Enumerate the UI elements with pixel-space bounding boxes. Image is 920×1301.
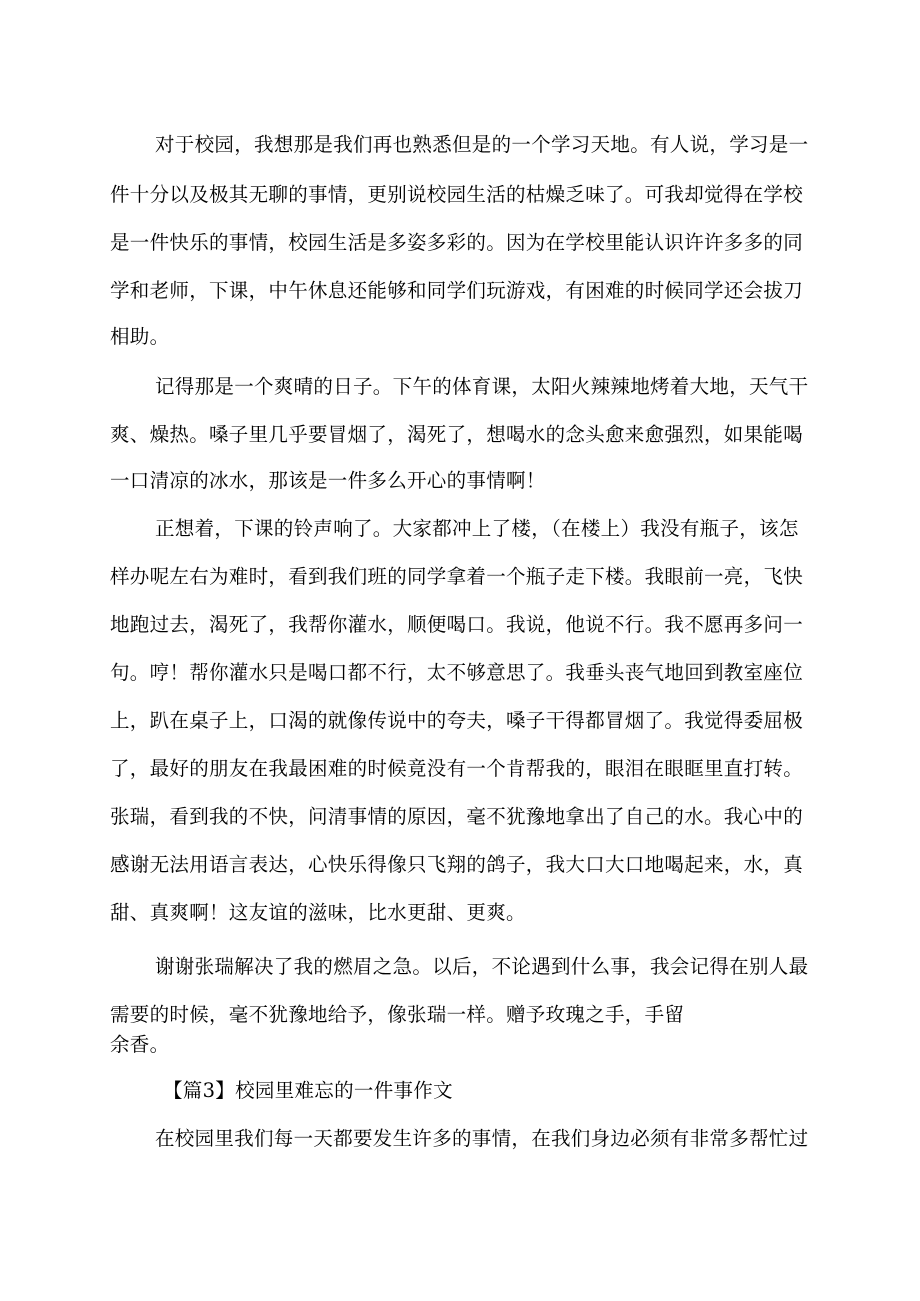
text-line: 学和老师，下课，中午休息还能够和同学们玩游戏，有困难的时候同学还会拔刀 <box>110 279 804 302</box>
text-line: 件十分以及极其无聊的事情，更别说校园生活的枯燥乏味了。可我却觉得在学校 <box>110 183 804 206</box>
text-line: 感谢无法用语言表达，心快乐得像只飞翔的鸽子，我大口大口地喝起来，水，真 <box>110 853 804 876</box>
text-line: 在校园里我们每一天都要发生许多的事情，在我们身边必须有非常多帮忙过 <box>155 1127 809 1150</box>
text-line: 谢谢张瑞解决了我的燃眉之急。以后，不论遇到什么事，我会记得在别人最 <box>155 955 809 978</box>
text-line: 记得那是一个爽晴的日子。下午的体育课，太阳火辣辣地烤着大地，天气干 <box>155 375 809 398</box>
text-line: 一口清凉的冰水，那该是一件多么开心的事情啊！ <box>110 469 546 492</box>
text-line: 需要的时候，毫不犹豫地给予，像张瑞一样。赠予玫瑰之手，手留 <box>110 1003 685 1026</box>
text-line: 张瑞，看到我的不快，问清事情的原因，毫不犹豫地拿出了自己的水。我心中的 <box>110 805 804 828</box>
text-line: 是一件快乐的事情，校园生活是多姿多彩的。因为在学校里能认识许许多多的同 <box>110 231 804 254</box>
text-line: 对于校园，我想那是我们再也熟悉但是的一个学习天地。有人说，学习是一 <box>155 133 809 156</box>
text-line: 句。哼！帮你灌水只是喝口都不行，太不够意思了。我垂头丧气地回到教室座位 <box>110 661 804 684</box>
text-line: 上，趴在桌子上，口渴的就像传说中的夸夫，嗓子干得都冒烟了。我觉得委屈极 <box>110 709 804 732</box>
text-line: 正想着，下课的铃声响了。大家都冲上了楼，（在楼上）我没有瓶子，该怎 <box>155 517 799 540</box>
text-line: 余香。 <box>110 1033 170 1056</box>
text-line: 甜、真爽啊！这友谊的滋味，比水更甜、更爽。 <box>110 901 526 924</box>
text-line: 样办呢左右为难时，看到我们班的同学拿着一个瓶子走下楼。我眼前一亮，飞快 <box>110 565 804 588</box>
text-line: 地跑过去，渴死了，我帮你灌水，顺便喝口。我说，他说不行。我不愿再多问一 <box>110 613 804 636</box>
text-line: 爽、燥热。嗓子里几乎要冒烟了，渴死了，想喝水的念头愈来愈强烈，如果能喝 <box>110 423 804 446</box>
section-heading: 【篇3】校园里难忘的一件事作文 <box>163 1079 453 1102</box>
text-line: 了，最好的朋友在我最困难的时候竟没有一个肯帮我的，眼泪在眼眶里直打转。 <box>110 757 804 780</box>
text-line: 相助。 <box>110 325 170 348</box>
